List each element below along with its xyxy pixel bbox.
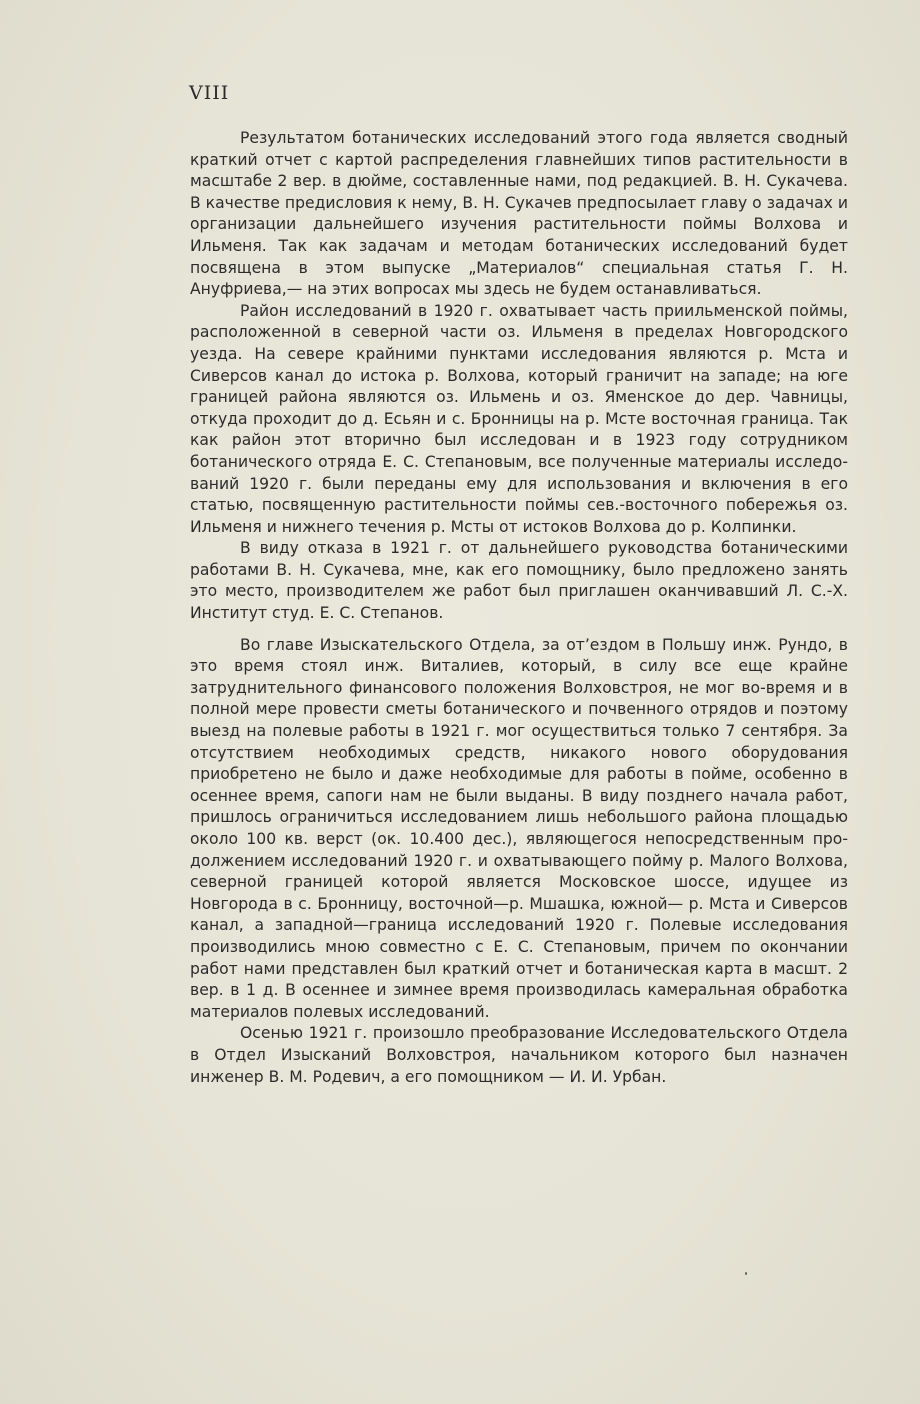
paragraph-4: Во главе Изыскательского Отдела, за от’ездом в Польшу инж. Рундо, в это время стоял инж. Виталиев, который, в силу все еще крайне затруднительного финансового положения Волховстроя, не мог во-время и в полной мере провести сметы ботанического и почвенного отрядов и поэтому выезд на полевые работы в 1921 г. мог осуществиться только 7 сентября. За отсутствием необходимых средств, никакого нового оборудования приобретено не было и даже необходимые для работы в пойме, особенно в осеннее время, сапоги нам не были выданы. В виду позднего начала работ, пришлось ограничиться исследованием лишь небольшого района площадью около 100 кв. верст (ок. 10.400 дес.), являющегося непосредственным продолжением исследований 1920 г. и охватывающего пойму р. Малого Волхова, северной границей которой является Московское шоссе, идущее из Новгорода в с. Бронницу, восточной—р. Мшашка, южной— р. Мста и Сиверсов канал, а западной—граница исследований 1920 г. Полевые исследования производились мною совместно с Е. С. Степановым, причем по окончании работ нами представлен был краткий отчет и ботаническая карта в масшт. 2 вер. в 1 д. В осеннее и зимнее время производилась камеральная обработка материалов полевых исследований. [190,635,848,1021]
paragraph-1: Результатом ботанических исследований этого года является сводный краткий отчет с картой распределения главнейших типов растительности в масштабе 2 вер. в дюйме, составленные нами, под редакцией. В. Н. Сукачева. В качестве предисловия к нему, В. Н. Сукачев предпосылает главу о задачах и организации дальнейшего изучения растительности поймы Волхова и Ильменя. Так как задачам и методам ботанических исследований будет посвящена в этом выпуске „Материалов“ специальная статья Г. Н. Ануфриева,— на этих вопросах мы здесь не будем останавливаться. [190,129,848,299]
paragraph-5: Осенью 1921 г. произошло преобразование Исследовательского Отдела в Отдел Изысканий Волховстроя, начальником которого был назначен инженер В. М. Родевич, а его помощником — И. И. Урбан. [190,1024,848,1086]
paragraph-2: Район исследований в 1920 г. охватывает часть приильменской поймы, расположенной в северной части оз. Ильменя в пределах Новгородского уезда. На севере крайними пунктами исследования являются р. Мста и Сиверсов канал до истока р. Волхова, который граничит на западе; на юге границей района являются оз. Ильмень и оз. Яменское до дер. Чавницы, откуда проходит до д. Есьян и с. Бронницы на р. Мсте восточная граница. Так как район этот вторично был исследован и в 1923 году сотрудником ботанического отряда Е. С. Степановым, все полученные материалы исследований 1920 г. были переданы ему для использования и включения в его статью, посвященную растительности поймы сев.-восточного побережья оз. Ильменя и нижнего течения р. Мсты от истоков Волхова до р. Колпинки. [190,301,848,536]
paper-speck [745,1272,747,1275]
paragraph-3: В виду отказа в 1921 г. от дальнейшего руководства ботаническими работами В. Н. Сукачева, мне, как его помощнику, было предложено занять это место, производителем же работ был приглашен оканчивавший Л. С.-Х. Институт студ. Е. С. Степанов. [190,539,848,623]
page-number: VIII [189,82,230,104]
body-text [190,128,848,1088]
